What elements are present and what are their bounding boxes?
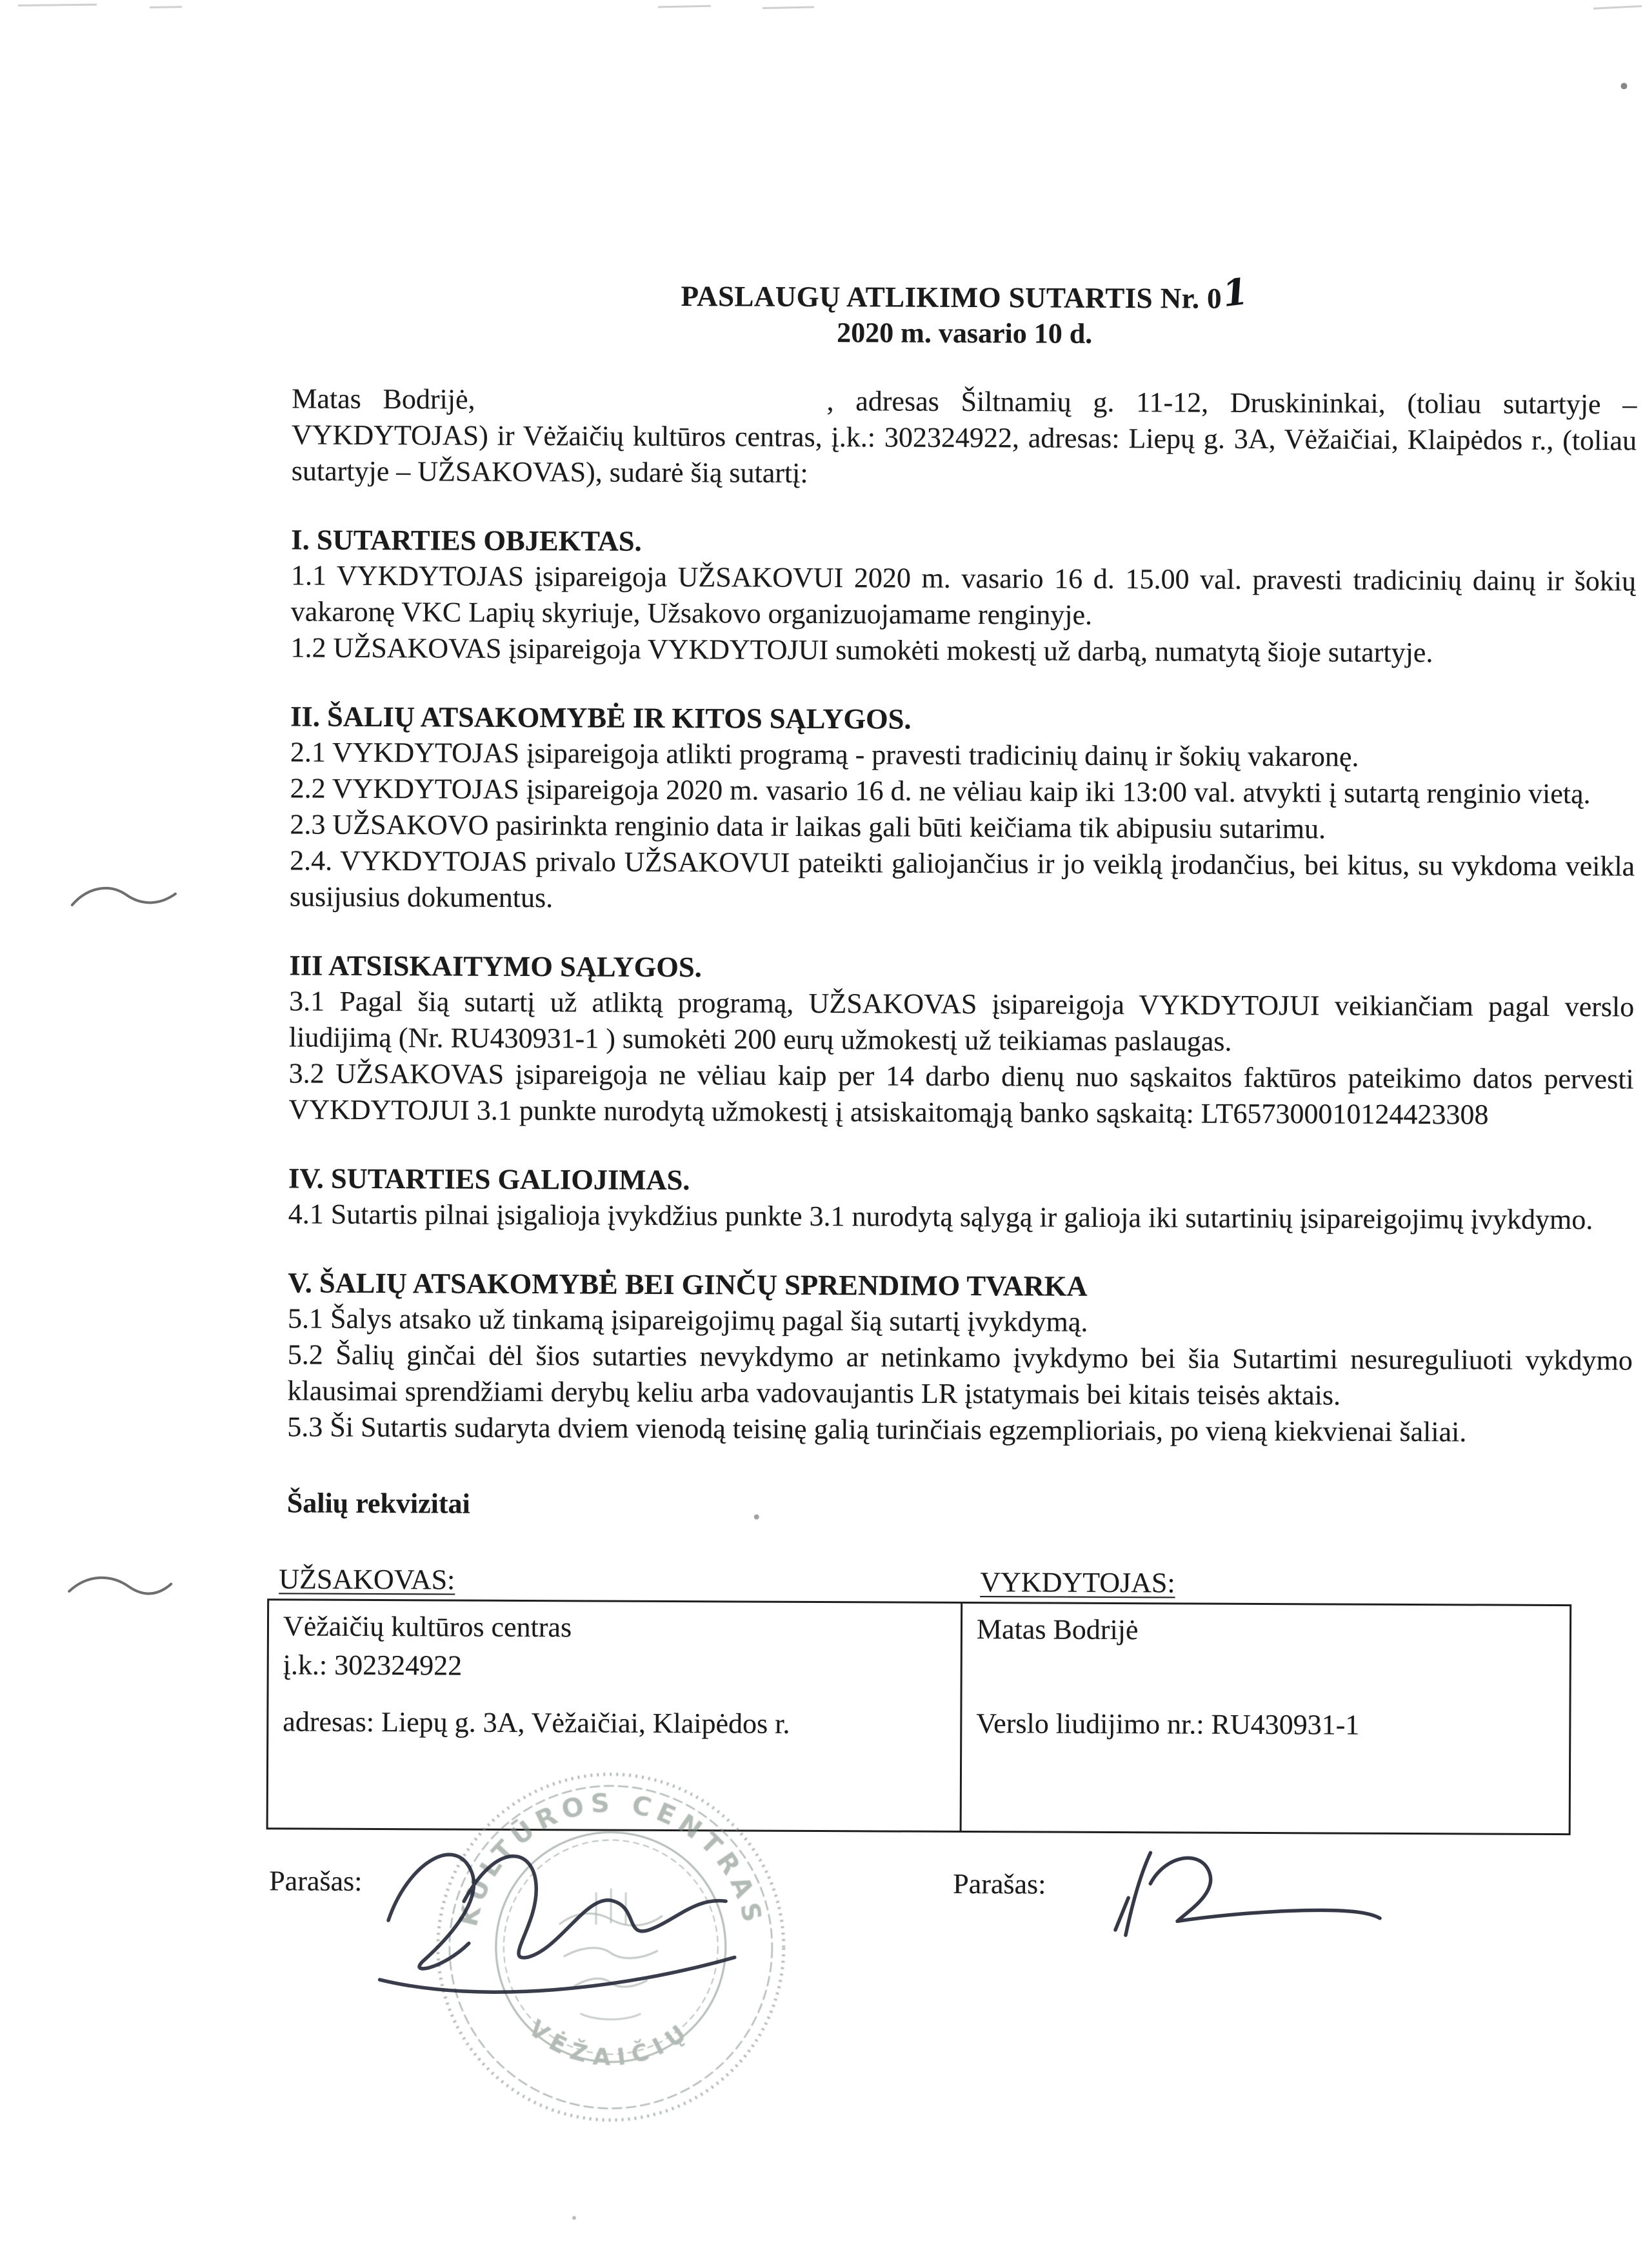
clause-4-1: 4.1 Sutartis pilnai įsigalioja įvykdžius punkte 3.1 nurodytą sąlygą ir galioja iki sutartinių įsipareigojimų įvykdymo. xyxy=(288,1198,1593,1236)
signature-label-customer: Parašas: xyxy=(269,1865,363,1897)
requisites-table xyxy=(266,1564,1572,1835)
clause-2-3: 2.3 UŽSAKOVO pasirinkta renginio data ir laikas gali būti keičiama tik abipusiu sutarimu. xyxy=(290,808,1326,845)
customer-company-code: į.k.: 302324922 xyxy=(283,1649,463,1682)
section-1 xyxy=(290,521,1636,671)
margin-pen-marks xyxy=(69,888,175,1594)
requisites-table-header xyxy=(267,1564,1571,1604)
customer-cell xyxy=(268,1600,963,1831)
customer-column-header: UŽSAKOVAS: xyxy=(279,1563,455,1596)
document-date: 2020 m. vasario 10 d. xyxy=(837,317,1093,350)
signature-label-contractor: Parašas: xyxy=(953,1867,1046,1900)
document-title-text: PASLAUGŲ ATLIKIMO SUTARTIS Nr. 0 xyxy=(681,280,1222,315)
requisites-heading: Šalių rekvizitai xyxy=(286,1487,470,1520)
contractor-cell xyxy=(962,1604,1570,1833)
title-block xyxy=(292,270,1637,354)
section-1-heading: I. SUTARTIES OBJEKTAS. xyxy=(291,523,642,557)
section-5-heading: V. ŠALIŲ ATSAKOMYBĖ BEI GINČŲ SPRENDIMO TVARKA xyxy=(288,1266,1088,1302)
section-4 xyxy=(288,1160,1633,1238)
intro-text: , adresas Šiltnamių g. 11-12, Druskininkai, (toliau sutartyje – VYKDYTOJAS) ir Vėžaičių kultūros centras, į.k.: 302324922, adresas: Liepų g. 3A, Vėžaičiai, Klaipėdos r., (toliau sutartyje – UŽSAKOVAS), sudarė šią sutartį: xyxy=(291,385,1637,489)
section-2 xyxy=(290,698,1635,920)
contractor-column-header: VYKDYTOJAS: xyxy=(980,1566,1175,1599)
section-4-heading: IV. SUTARTIES GALIOJIMAS. xyxy=(288,1162,690,1197)
clause-2-1: 2.1 VYKDYTOJAS įsipareigoja atlikti programą - pravesti tradicinių dainų ir šokių vakaronę. xyxy=(290,736,1359,773)
stamp-text-bottom: VĖŽAIČIŲ xyxy=(523,2015,698,2072)
margin-mark-1 xyxy=(72,888,175,906)
clause-5-2: 5.2 Šalių ginčai dėl šios sutarties nevykdymo ar netinkamo įvykdymo bei šia Sutartimi nesureguliuoti vykdymo klausimai sprendžiami derybų keliu arba vadovaujantis LR įstatymais bei kitais teisės aktais. xyxy=(287,1338,1633,1411)
requisites-table-row xyxy=(266,1598,1572,1835)
section-3 xyxy=(288,947,1634,1133)
clause-2-4: 2.4. VYKDYTOJAS privalo UŽSAKOVUI pateikti galiojančius ir jo veiklą įrodančius, bei kitus, su vykdoma veikla susijusius dokumentus. xyxy=(289,844,1635,914)
contract-number-handwritten: 1 xyxy=(1220,270,1251,315)
contractor-name-intro: Matas Bodrijė, xyxy=(292,383,475,415)
clause-1-2: 1.2 UŽSAKOVAS įsipareigoja VYKDYTOJUI sumokėti mokestį už darbą, numatytą šioje sutartyje. xyxy=(290,632,1433,669)
document-title xyxy=(292,270,1637,318)
margin-mark-2 xyxy=(69,1578,171,1594)
clause-5-3: 5.3 Ši Sutartis sudaryta dviem vienodą teisinę galią turinčiais egzemplioriais, po vieną kiekvienai šaliai. xyxy=(287,1411,1467,1448)
blank-field xyxy=(475,408,826,410)
scan-edge-dashes xyxy=(18,0,1642,14)
stamp-text-top: KULTŪROS CENTRAS xyxy=(454,1787,768,1931)
signature-row xyxy=(269,1863,1630,1909)
section-3-heading: III ATSISKAITYMO SĄLYGOS. xyxy=(289,949,702,984)
clause-2-2: 2.2 VYKDYTOJAS įsipareigoja 2020 m. vasario 16 d. ne vėliau kaip iki 13:00 val. atvykti į sutartą renginio vietą. xyxy=(290,772,1591,810)
document-body xyxy=(269,270,1637,1909)
intro-paragraph xyxy=(292,381,1637,495)
customer-address: adresas: Liepų g. 3A, Vėžaičiai, Klaipėdos r. xyxy=(283,1706,790,1740)
clause-1-1: 1.1 VYKDYTOJAS įsipareigoja UŽSAKOVUI 2020 m. vasario 16 d. 15.00 val. pravesti tradicinių dainų ir šokių vakaronę VKC Lapių skyriuje, Užsakovo organizuojamame renginyje. xyxy=(290,559,1637,631)
section-2-heading: II. ŠALIŲ ATSAKOMYBĖ IR KITOS SĄLYGOS. xyxy=(290,700,912,735)
clause-3-2: 3.2 UŽSAKOVAS įsipareigoja ne vėliau kaip per 14 darbo dienų nuo sąskaitos faktūros pateikimo datos pervesti VYKDYTOJUI 3.1 punkte nurodytą užmokestį į atsiskaitomąją banko sąskaitą: LT657300010124423308 xyxy=(288,1057,1634,1131)
contractor-name: Matas Bodrijė xyxy=(976,1613,1139,1646)
clause-3-1: 3.1 Pagal šią sutartį už atliktą programą, UŽSAKOVAS įsipareigoja VYKDYTOJUI veikiančiam pagal verslo liudijimą (Nr. RU430931-1 ) sumokėti 200 eurų užmokestį už teikiamas paslaugas. xyxy=(288,985,1635,1057)
customer-name: Vėžaičių kultūros centras xyxy=(283,1610,572,1644)
section-5 xyxy=(287,1264,1633,1451)
contractor-license-number: Verslo liudijimo nr.: RU430931-1 xyxy=(976,1707,1360,1741)
clause-5-1: 5.1 Šalys atsako už tinkamą įsipareigojimų pagal šią sutartį įvykdymą. xyxy=(287,1302,1088,1338)
